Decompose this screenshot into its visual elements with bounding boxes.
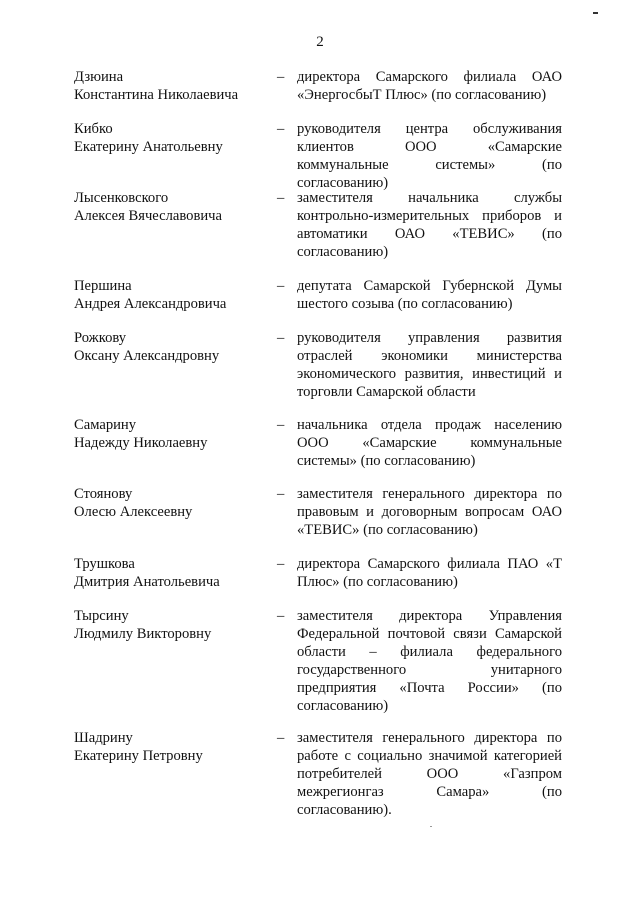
position-description: депутата Самарской Губернской Думы шестого созыва (по согласованию) — [297, 278, 562, 312]
person-name — [74, 329, 269, 365]
surname: Першина — [74, 278, 132, 294]
person-name — [74, 555, 269, 591]
dash-separator: – — [277, 330, 285, 346]
position-description: заместителя генерального директора по правовым и договорным вопросам ОАО «ТЕВИС» (по согласованию) — [297, 486, 562, 538]
dash-separator: – — [277, 608, 285, 624]
surname: Рожкову — [74, 330, 127, 346]
dash-separator: – — [277, 69, 285, 85]
person-name — [74, 607, 269, 643]
surname: Шадрину — [74, 730, 133, 746]
given-names: Олесю Алексеевну — [74, 504, 193, 520]
dash-separator: – — [277, 730, 285, 746]
dash-separator: – — [277, 190, 285, 206]
position-description: руководителя центра обслуживания клиентов ООО «Самарские коммунальные системы» (по согласованию) — [297, 121, 562, 191]
given-names: Екатерину Анатольевну — [74, 139, 223, 155]
scan-speck — [430, 826, 432, 827]
person-name — [74, 189, 269, 225]
given-names: Оксану Александровну — [74, 348, 220, 364]
position-description: директора Самарского филиала ПАО «Т Плюс» (по согласованию) — [297, 556, 562, 590]
surname: Тырсину — [74, 608, 129, 624]
given-names: Людмилу Викторовну — [74, 626, 212, 642]
dash-separator: – — [277, 278, 285, 294]
position-description: заместителя директора Управления Федеральной почтовой связи Самарской области – филиала федерального государственного унитарного предприятия «Почта России» (по согласованию) — [297, 608, 562, 714]
scan-mark — [593, 12, 598, 14]
surname: Кибко — [74, 121, 113, 137]
person-name — [74, 277, 269, 313]
given-names: Екатерину Петровну — [74, 748, 203, 764]
person-name — [74, 485, 269, 521]
position-description: заместителя начальника службы контрольно-измерительных приборов и автоматики ОАО «ТЕВИС» (по согласованию) — [297, 190, 562, 260]
dash-separator: – — [277, 486, 285, 502]
dash-separator: – — [277, 417, 285, 433]
person-name — [74, 68, 269, 104]
position-description: руководителя управления развития отраслей экономики министерства экономического развития, инвестиций и торговли Самарской области — [297, 330, 562, 400]
surname: Дзюина — [74, 69, 124, 85]
page-number: 2 — [316, 34, 324, 50]
given-names: Андрея Александровича — [74, 296, 227, 312]
person-name — [74, 729, 269, 765]
dash-separator: – — [277, 121, 285, 137]
surname: Лысенковского — [74, 190, 169, 206]
given-names: Алексея Вячеславовича — [74, 208, 222, 224]
given-names: Дмитрия Анатольевича — [74, 574, 220, 590]
given-names: Надежду Николаевну — [74, 435, 208, 451]
surname: Трушкова — [74, 556, 135, 572]
position-description: директора Самарского филиала ОАО «ЭнергосбыТ Плюс» (по согласованию) — [297, 69, 562, 103]
dash-separator: – — [277, 556, 285, 572]
surname: Стоянову — [74, 486, 133, 502]
person-name — [74, 416, 269, 452]
position-description: заместителя генерального директора по работе с социально значимой категорией потребителей ООО «Газпром межрегионгаз Самара» (по согласованию). — [297, 730, 562, 818]
person-name — [74, 120, 269, 156]
given-names: Константина Николаевича — [74, 87, 239, 103]
surname: Самарину — [74, 417, 137, 433]
position-description: начальника отдела продаж населению ООО «Самарские коммунальные системы» (по согласованию) — [297, 417, 562, 469]
